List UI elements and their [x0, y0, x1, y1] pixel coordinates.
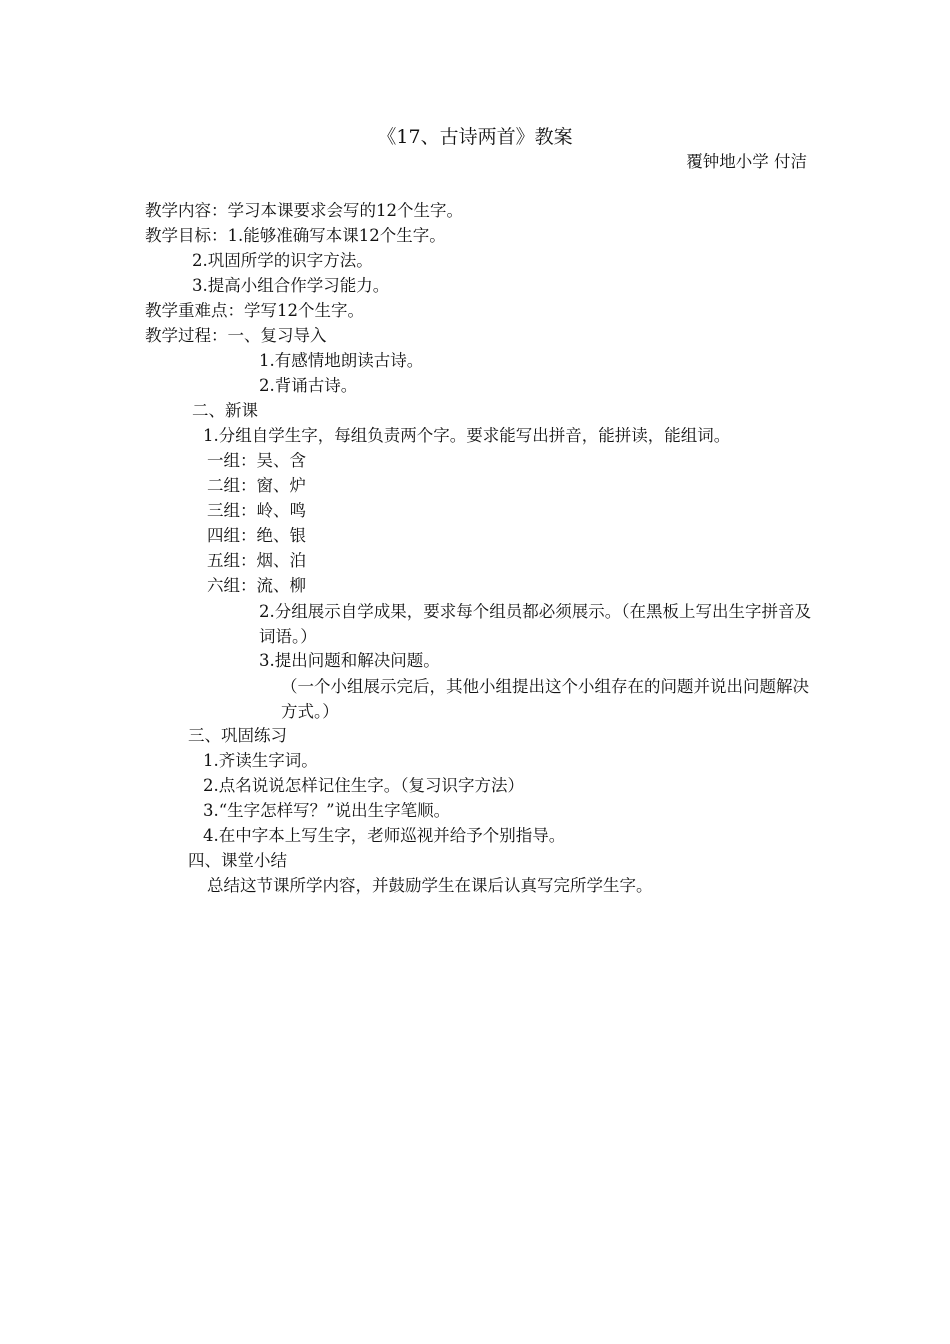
group-6: 六组：流、柳 — [207, 576, 306, 595]
practice-step-4: 4.在中字本上写生字，老师巡视并给予个别指导。 — [203, 826, 566, 845]
teaching-goal-3: 3.提高小组合作学习能力。 — [192, 276, 390, 295]
review-step-1: 1.有感情地朗读古诗。 — [259, 351, 424, 370]
group-5: 五组：烟、泊 — [207, 551, 306, 570]
teaching-goal-2: 2.巩固所学的识字方法。 — [192, 251, 373, 270]
new-lesson-step-1: 1.分组自学生字，每组负责两个字。要求能写出拼音，能拼读，能组词。 — [203, 426, 731, 445]
practice-step-1: 1.齐读生字词。 — [203, 751, 318, 770]
practice-step-3: 3.“生字怎样写？”说出生字笔顺。 — [203, 801, 451, 820]
group-2: 二组：窗、炉 — [207, 476, 306, 495]
document-title: 《17、古诗两首》教案 — [377, 126, 573, 148]
author-line: 覆钟地小学 付洁 — [686, 152, 807, 171]
section-practice: 三、巩固练习 — [188, 726, 287, 745]
group-4: 四组：绝、银 — [207, 526, 306, 545]
section-summary: 四、课堂小结 — [188, 851, 287, 870]
section-new-lesson: 二、新课 — [192, 401, 258, 420]
teaching-process: 教学过程：一、复习导入 — [145, 326, 327, 345]
summary-text: 总结这节课所学内容，并鼓励学生在课后认真写完所学生字。 — [207, 876, 653, 895]
new-lesson-step-3-note: （一个小组展示完后，其他小组提出这个小组存在的问题并说出问题解决方式。） — [281, 677, 809, 721]
practice-step-2: 2.点名说说怎样记住生字。（复习识字方法） — [203, 776, 524, 795]
teaching-content: 教学内容：学习本课要求会写的12个生字。 — [145, 201, 463, 220]
review-step-2: 2.背诵古诗。 — [259, 376, 358, 395]
new-lesson-step-2: 2.分组展示自学成果，要求每个组员都必须展示。（在黑板上写出生字拼音及词语。） — [259, 602, 811, 646]
new-lesson-step-3: 3.提出问题和解决问题。 — [259, 651, 440, 670]
key-point: 教学重难点：学写12个生字。 — [145, 301, 364, 320]
group-1: 一组：吴、含 — [207, 451, 306, 470]
teaching-goal-1: 教学目标：1.能够准确写本课12个生字。 — [145, 226, 446, 245]
group-3: 三组：岭、鸣 — [207, 501, 306, 520]
